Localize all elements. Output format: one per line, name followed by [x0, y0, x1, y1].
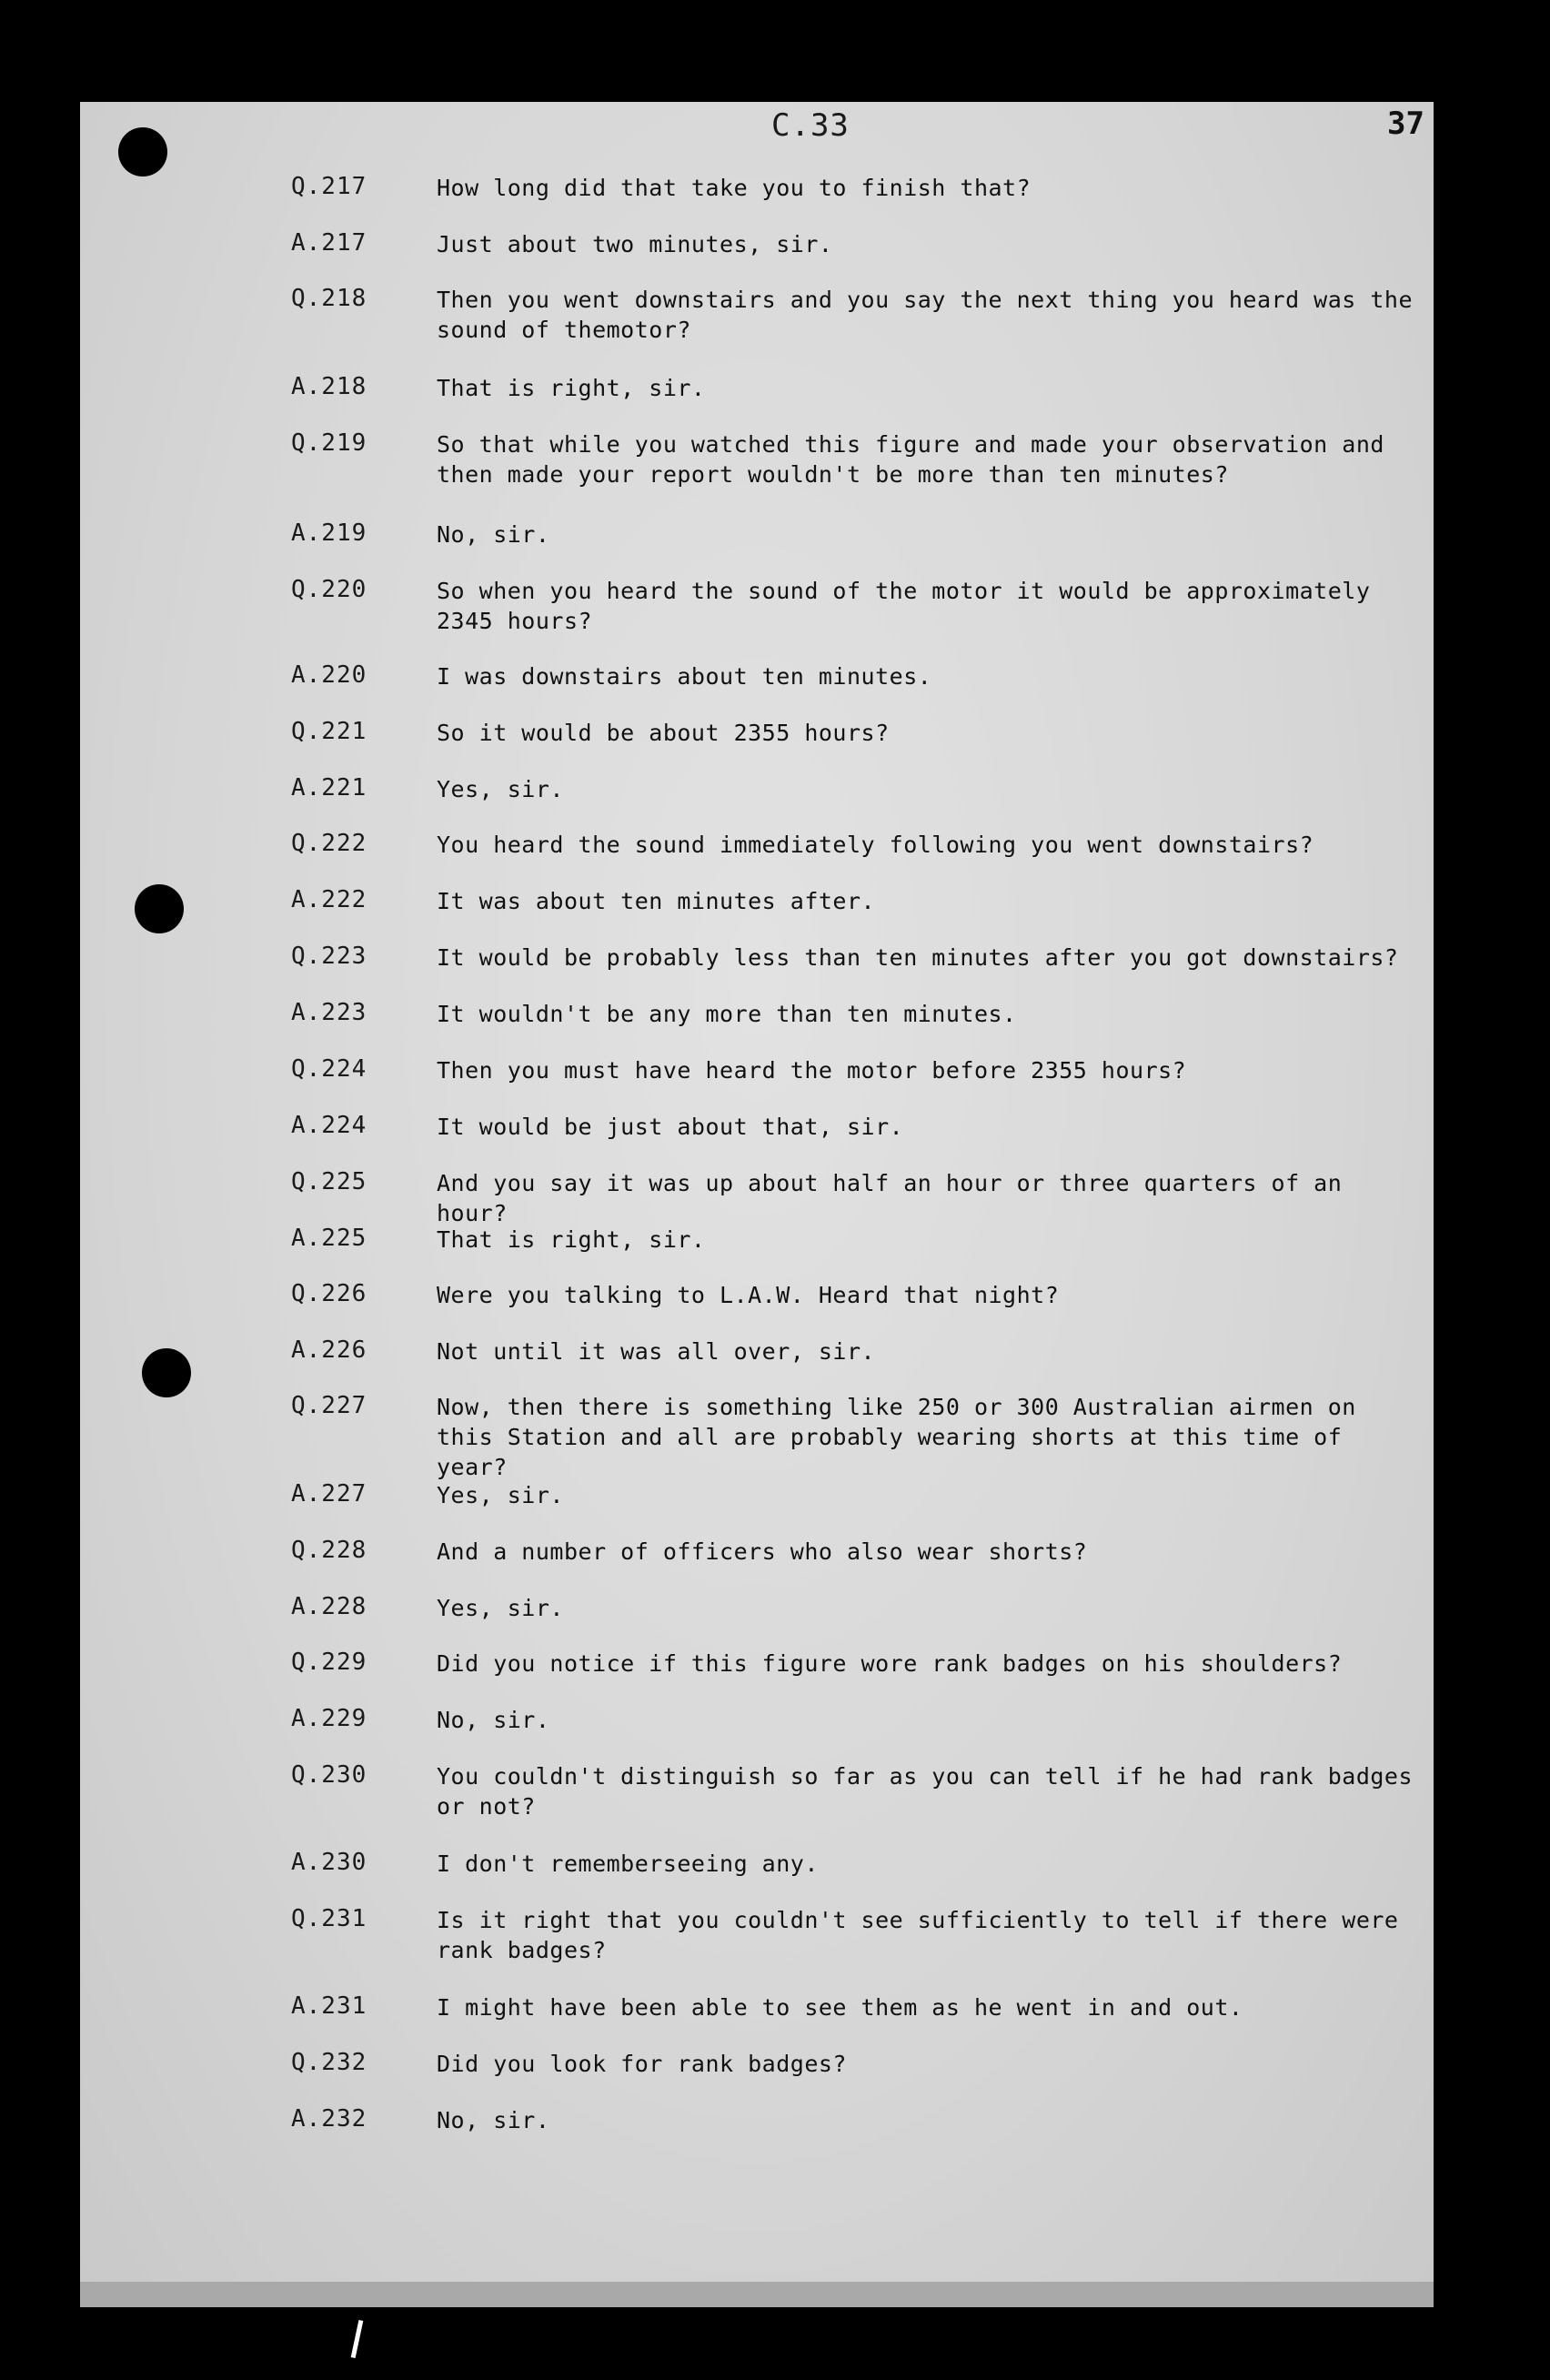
- document-page: [80, 102, 1434, 2307]
- entry-text: Is it right that you couldn't see sufficiently to tell if there were rank badges?: [437, 1907, 1399, 1963]
- entry-label: Q.222: [291, 830, 367, 857]
- entry-text: Then you must have heard the motor before 2355 hours?: [437, 1057, 1187, 1084]
- entry-label: Q.230: [291, 1761, 367, 1789]
- entry-text: How long did that take you to finish that?: [437, 175, 1032, 201]
- entry-text: Just about two minutes, sir.: [437, 231, 833, 257]
- entry-text: So when you heard the sound of the motor it would be approximately 2345 hours?: [437, 578, 1371, 634]
- entry-text: Did you look for rank badges?: [437, 2051, 847, 2077]
- entry-label: Q.228: [291, 1537, 367, 1564]
- entry-text: It would be probably less than ten minutes after you got downstairs?: [437, 944, 1399, 971]
- entry-text: It wouldn't be any more than ten minutes.: [437, 1001, 1017, 1027]
- entry-label: A.224: [291, 1112, 367, 1139]
- entry-text: I don't rememberseeing any.: [437, 1851, 819, 1877]
- entry-text: No, sir.: [437, 2107, 550, 2133]
- pen-mark: [351, 2320, 364, 2358]
- entry-text: It was about ten minutes after.: [437, 888, 876, 914]
- entry-label: Q.220: [291, 576, 367, 603]
- entry-text: So that while you watched this figure and made your observation and then made your report wouldn't be more than ten minutes?: [437, 431, 1384, 488]
- entry-label: Q.224: [291, 1055, 367, 1083]
- entry-text: It would be just about that, sir.: [437, 1114, 904, 1140]
- entry-text: And a number of officers who also wear shorts?: [437, 1538, 1088, 1565]
- entry-label: A.227: [291, 1480, 367, 1508]
- entry-text: Then you went downstairs and you say the next thing you heard was the sound of themotor?: [437, 287, 1414, 343]
- entry-label: Q.226: [291, 1280, 367, 1307]
- entry-label: Q.227: [291, 1392, 367, 1419]
- punch-hole-icon: [142, 1348, 191, 1397]
- entry-label: A.228: [291, 1593, 367, 1620]
- entry-text: That is right, sir.: [437, 1226, 706, 1253]
- entry-text: Not until it was all over, sir.: [437, 1338, 876, 1365]
- entry-text: You heard the sound immediately following you went downstairs?: [437, 832, 1314, 858]
- entry-label: Q.217: [291, 173, 367, 200]
- entry-text: Yes, sir.: [437, 1595, 564, 1621]
- entry-text: And you say it was up about half an hour or three quarters of an hour?: [437, 1170, 1343, 1226]
- entry-label: Q.231: [291, 1905, 367, 1932]
- page-header-title: C.33: [771, 107, 850, 144]
- entry-label: Q.223: [291, 943, 367, 970]
- entry-label: Q.218: [291, 285, 367, 312]
- entry-label: Q.229: [291, 1649, 367, 1676]
- entry-label: A.226: [291, 1336, 367, 1364]
- entry-text: Yes, sir.: [437, 1482, 564, 1508]
- entry-text: I was downstairs about ten minutes.: [437, 663, 932, 690]
- entry-text: Yes, sir.: [437, 776, 564, 802]
- entry-label: A.218: [291, 373, 367, 400]
- entry-label: A.222: [291, 886, 367, 913]
- entry-label: A.225: [291, 1225, 367, 1252]
- entry-label: A.220: [291, 661, 367, 689]
- entry-label: A.219: [291, 519, 367, 547]
- entry-text: Were you talking to L.A.W. Heard that night?: [437, 1282, 1060, 1308]
- entry-label: Q.221: [291, 718, 367, 745]
- entry-text: No, sir.: [437, 521, 550, 548]
- entry-label: Q.232: [291, 2049, 367, 2076]
- page-number: 37: [1387, 106, 1424, 142]
- entry-text: Now, then there is something like 250 or 300 Australian airmen on this Station and all are probably wearing shorts at this time of year?: [437, 1394, 1356, 1480]
- punch-hole-icon: [118, 127, 167, 176]
- entry-text: Did you notice if this figure wore rank badges on his shoulders?: [437, 1650, 1343, 1677]
- entry-label: A.223: [291, 999, 367, 1026]
- entry-label: Q.225: [291, 1168, 367, 1195]
- punch-hole-icon: [135, 884, 184, 933]
- entry-label: A.217: [291, 229, 367, 257]
- entry-label: A.221: [291, 774, 367, 802]
- entry-label: A.232: [291, 2105, 367, 2133]
- entry-text: So it would be about 2355 hours?: [437, 720, 890, 746]
- entry-label: A.230: [291, 1849, 367, 1876]
- entry-text: No, sir.: [437, 1707, 550, 1733]
- entry-label: Q.219: [291, 429, 367, 457]
- entry-text: That is right, sir.: [437, 375, 706, 401]
- entry-label: A.231: [291, 1992, 367, 2020]
- entry-label: A.229: [291, 1705, 367, 1732]
- entry-text: I might have been able to see them as he went in and out.: [437, 1994, 1243, 2021]
- entry-text: You couldn't distinguish so far as you can tell if he had rank badges or not?: [437, 1763, 1414, 1820]
